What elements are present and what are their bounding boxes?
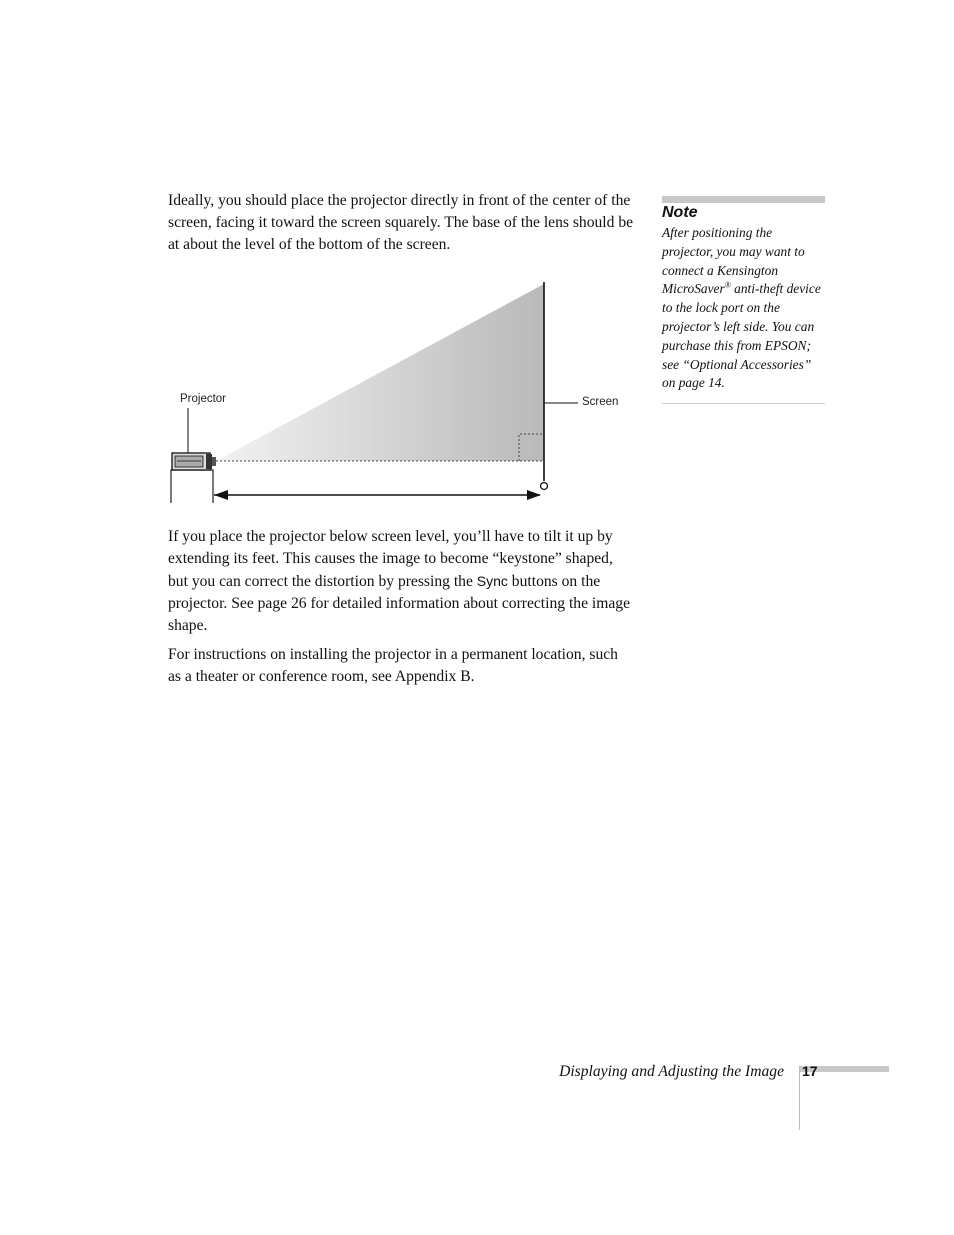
registered-mark: ® <box>724 280 731 290</box>
note-text <box>662 224 825 393</box>
paragraph-intro: Ideally, you should place the projector directly in front of the center of the screen, facing it toward the screen squarely. The base of the lens should be at about the level of the bottom of the screen. <box>168 192 634 253</box>
note-header-bar <box>662 196 825 203</box>
paragraph-keystone-text-1: If you place the projector below screen level, you’ll have to tilt it up by extending its feet. This causes the image to become “keystone” shaped, but you can correct the distortion by pressing the <box>168 528 613 590</box>
projector-stand <box>171 470 213 503</box>
screen-base-marker <box>541 483 548 490</box>
projector-icon <box>172 453 216 470</box>
projection-beam <box>216 284 544 461</box>
projector-label: Projector <box>180 393 227 405</box>
note-title: Note <box>662 204 698 221</box>
paragraph-permanent-install: For instructions on installing the projector in a permanent location, such as a theater or conference room, see Appendix B. <box>168 646 618 685</box>
note-text-part-1: After positioning the projector, you may want to connect a Kensington MicroSaver <box>662 225 805 297</box>
footer-vertical-rule <box>799 1066 800 1130</box>
note-sidebar <box>662 196 825 404</box>
paragraph-keystone-text-2: buttons on the projector. See page 26 for detailed information about correcting the image shape. <box>168 573 631 634</box>
note-text-part-2: anti-theft device to the lock port on the projector’s left side. You can purchase this from EPSON; see “Optional Accessories” on page 14. <box>662 281 821 391</box>
note-bottom-rule <box>662 403 825 404</box>
footer-chapter-title: Displaying and Adjusting the Image <box>559 1063 784 1080</box>
sync-button-reference: Sync <box>476 573 508 589</box>
page-number: 17 <box>802 1063 818 1079</box>
screen-label: Screen <box>582 396 619 408</box>
distance-arrow <box>214 490 541 500</box>
paragraph-keystone <box>168 526 634 637</box>
